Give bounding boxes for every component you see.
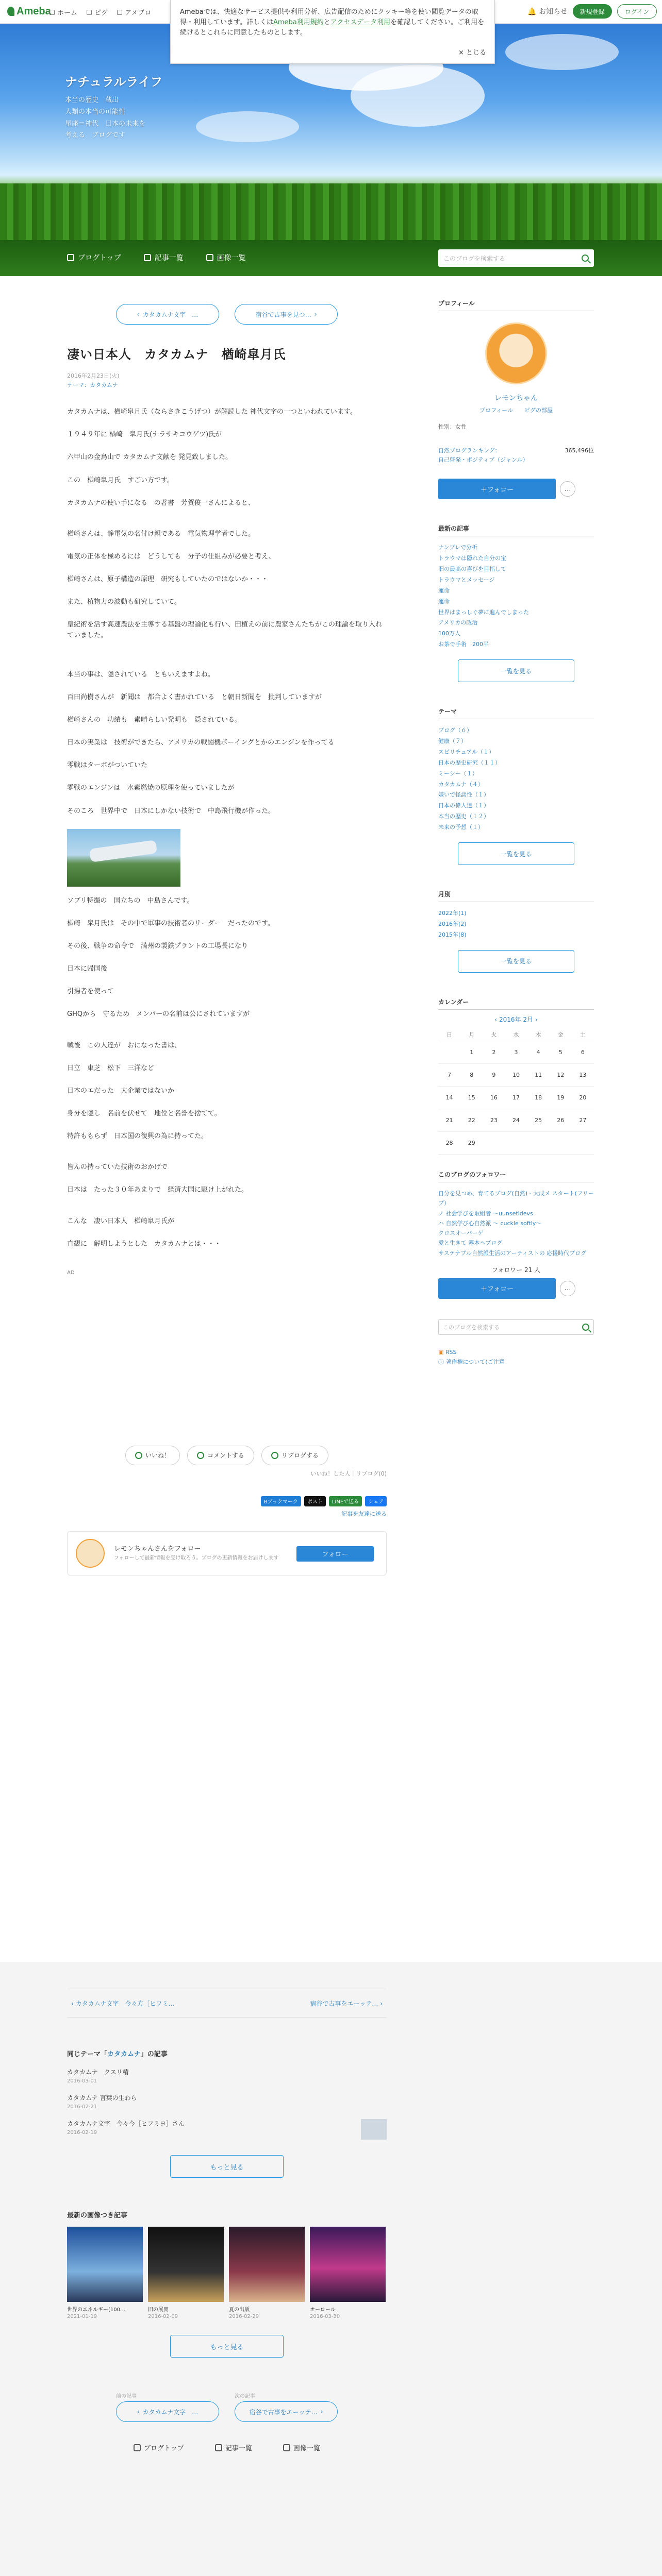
card-title: 旧の展開 bbox=[148, 2307, 169, 2313]
prev-entry-link[interactable]: ‹ カタカムナ文字 今々方［ヒフミ… bbox=[71, 1999, 175, 2007]
paragraph: １９４９年に 楢崎 皐月氏(ナラサキコウゲツ)氏が bbox=[67, 431, 222, 439]
cal-cell bbox=[483, 1132, 505, 1155]
green-field bbox=[0, 183, 662, 240]
nav-ameblo-label: アメブロ bbox=[125, 9, 152, 17]
like-label: いいね！ bbox=[145, 1452, 171, 1460]
theme-item[interactable]: 本当の歴史（１２） bbox=[438, 813, 489, 820]
month-more-button[interactable]: 一覧を見る bbox=[458, 950, 574, 973]
rank-genre[interactable]: 自己啓発・ポジティブ（ジャンル） bbox=[438, 456, 528, 463]
notice-text-1: Amebaでは、快適なサービス提供や利用分析、広告配信のためにクッキー等を使い閲覧データの取得・利用しています。詳しくは bbox=[180, 8, 478, 27]
notice-text-2: と bbox=[323, 19, 330, 27]
cal-cell: 16 bbox=[483, 1087, 505, 1109]
recent-list bbox=[438, 543, 594, 650]
like-button[interactable] bbox=[125, 1446, 180, 1465]
blog-nav bbox=[0, 240, 662, 276]
next-entry-label: 宿谷で古事をエーッテ… bbox=[310, 1999, 378, 2007]
cal-cell: 17 bbox=[505, 1087, 527, 1109]
cal-cell: 6 bbox=[572, 1041, 594, 1064]
cal-cell: 25 bbox=[527, 1109, 550, 1132]
blog-search-input[interactable] bbox=[438, 249, 594, 267]
home-icon bbox=[134, 2444, 141, 2451]
article-body bbox=[67, 407, 387, 1249]
theme-item[interactable]: 日本の偉人達（１） bbox=[438, 802, 489, 809]
recent-image-card[interactable] bbox=[67, 2227, 143, 2319]
next-article-button-bottom[interactable]: 宿谷で古事をエーッテ… › bbox=[235, 2401, 338, 2422]
cal-cell: 金 bbox=[550, 1029, 572, 1041]
search-icon[interactable] bbox=[582, 1324, 589, 1331]
hatena-bookmark-button[interactable]: Bブックマーク bbox=[261, 1496, 301, 1506]
article-pager bbox=[67, 304, 387, 325]
send-to-friend-link[interactable]: 記事を友達に送る bbox=[341, 1510, 387, 1517]
cal-cell: 12 bbox=[550, 1064, 572, 1087]
theme-item[interactable]: 未来の予想（１） bbox=[438, 824, 484, 831]
follower-item[interactable]: 自分を見つめ、育てるブログ(自然) - 大成メ スタート(フリーブ） bbox=[438, 1190, 594, 1207]
cal-cell: 8 bbox=[460, 1064, 483, 1087]
home-icon bbox=[49, 10, 55, 15]
nav-blog-top[interactable] bbox=[67, 252, 121, 263]
share-buttons bbox=[67, 1496, 387, 1506]
paragraph: 皇紀術を活す高速農法を主導する基盤の理論化も行い、田植えの前に農家さんたちがこの理論を取り入れていました。 bbox=[67, 621, 383, 639]
follow-box bbox=[67, 1531, 387, 1575]
thumbnail bbox=[361, 2119, 387, 2140]
themes-section bbox=[438, 707, 594, 865]
nav-ameblo[interactable] bbox=[117, 7, 151, 17]
profile-heading: プロフィール bbox=[438, 299, 594, 311]
theme-item[interactable]: 嫌いで怪談性（１） bbox=[438, 791, 489, 799]
followers-heading: このブログのフォロワー bbox=[438, 1170, 594, 1182]
notification-label: お知らせ bbox=[538, 8, 568, 16]
cal-cell: 24 bbox=[505, 1109, 527, 1132]
copyright-label: 著作権について(ご注意 bbox=[445, 1359, 505, 1366]
cal-cell bbox=[550, 1132, 572, 1155]
same-theme-item[interactable] bbox=[67, 2119, 387, 2140]
sidebar-follow-row bbox=[438, 479, 594, 499]
recent-entry[interactable]: 運命 bbox=[438, 587, 450, 594]
follower-item[interactable]: クロスオーバーゲ bbox=[438, 1230, 484, 1237]
cal-cell: 20 bbox=[572, 1087, 594, 1109]
recent-entry[interactable]: 100万人 bbox=[438, 630, 460, 637]
cal-cell: 10 bbox=[505, 1064, 527, 1087]
rank-label: 自然ブログランキング： bbox=[438, 447, 501, 454]
rss-link[interactable] bbox=[438, 1347, 594, 1357]
same-theme-title: カタカムナ文字 今々今［ヒフミヨ］さん bbox=[67, 2120, 185, 2127]
nav-entry-list[interactable] bbox=[144, 252, 184, 263]
bottom-nav-entries[interactable] bbox=[215, 2443, 252, 2452]
cal-cell: 15 bbox=[460, 1087, 483, 1109]
paragraph: 日本は たった３０年あまりで 経済大国に駆け上がれた。 bbox=[67, 1186, 249, 1194]
paragraph: 引揚者を使って bbox=[67, 988, 114, 996]
same-theme-item[interactable] bbox=[67, 2067, 387, 2084]
line-share-button[interactable]: LINEで送る bbox=[329, 1496, 362, 1506]
notice-text-3: を確認してください。ご利用を続けるとこれらに同意したものとします。 bbox=[180, 19, 485, 37]
recent-image-card[interactable] bbox=[148, 2227, 224, 2319]
x-post-button[interactable]: ポスト bbox=[304, 1496, 326, 1506]
logo-text: Ameba bbox=[16, 6, 51, 17]
cal-cell: 19 bbox=[550, 1087, 572, 1109]
recent-entries-section bbox=[438, 524, 594, 682]
follow-box-name: レモンちゃんさんをフォロー bbox=[114, 1545, 201, 1553]
follower-item[interactable]: 愛と生きて 霧本ヘブログ bbox=[438, 1240, 503, 1247]
same-theme-date: 2016-02-21 bbox=[67, 2104, 97, 2110]
paragraph: 日本の実業は 技術ができたら、アメリカの戦闘機ボーイングとかのエンジンを作ってる bbox=[67, 739, 335, 747]
recent-image-card[interactable] bbox=[310, 2227, 386, 2319]
followers-section bbox=[438, 1170, 594, 1299]
card-title: 夏の出版 bbox=[229, 2307, 250, 2313]
more-options-button-2[interactable]: … bbox=[560, 1281, 575, 1296]
thumbnail bbox=[148, 2227, 224, 2302]
nav-blog-top-label: ブログトップ bbox=[78, 254, 121, 262]
follow-box-sub: フォローして最新情報を受け取ろう。ブログの更新情報をお届けします bbox=[114, 1555, 279, 1561]
prev-article-button[interactable]: ‹ カタカムナ文字 … bbox=[116, 304, 219, 325]
same-theme-suffix: 」の記事 bbox=[140, 2050, 168, 2058]
nav-home-label: ホーム bbox=[57, 9, 78, 17]
paragraph: 身分を隠し 名前を伏せて 地位と名誉を捨てて。 bbox=[67, 1109, 221, 1117]
cal-cell: 21 bbox=[438, 1109, 460, 1132]
search-placeholder: このブログを検索する bbox=[443, 255, 506, 262]
cal-cell: 26 bbox=[550, 1109, 572, 1132]
rss-icon: ▣ bbox=[438, 1348, 444, 1355]
calendar-row bbox=[438, 1041, 594, 1064]
reblog-button[interactable] bbox=[261, 1446, 328, 1465]
reblog-info[interactable]: いいね！した人｜リブログ(0) bbox=[310, 1470, 387, 1477]
blog-title[interactable]: ナチュラルライフ bbox=[65, 75, 163, 89]
paragraph: こんな 凄い日本人 楢崎皐月氏が bbox=[67, 1217, 175, 1225]
follower-item[interactable]: サステナブル自然派生活のアーティストの 応援時代ブログ bbox=[438, 1249, 587, 1257]
cal-cell bbox=[572, 1132, 594, 1155]
article-title[interactable]: 凄い日本人 カタカムナ 楢崎皐月氏 bbox=[67, 348, 286, 362]
sidebar-links bbox=[438, 1347, 594, 1367]
month-list bbox=[438, 908, 594, 941]
cal-cell bbox=[505, 1132, 527, 1155]
cal-cell: 1 bbox=[460, 1041, 483, 1064]
paragraph: 直観に 解明しようとした カタカムナとは・・・ bbox=[67, 1240, 221, 1248]
thumbnail bbox=[67, 2227, 143, 2302]
paragraph: ソブリ特撮の 国立ちの 中島さんです。 bbox=[67, 896, 194, 905]
ameba-logo[interactable] bbox=[7, 6, 51, 18]
recent-entry[interactable]: お茶で手術 200平 bbox=[438, 641, 489, 648]
recent-entry[interactable]: 運命 bbox=[438, 598, 450, 605]
entry-pager bbox=[67, 1989, 387, 2018]
next-article-label: 宿谷で古事を見つ… bbox=[255, 311, 311, 318]
paragraph: そのころ 世界中で 日本にしかない技術で 中島飛行機が作った。 bbox=[67, 807, 275, 815]
recent-entry[interactable]: 世界はまっしぐ夢に進んでしまった bbox=[438, 608, 529, 616]
prev-label: 前の記事 bbox=[116, 2394, 137, 2399]
calendar-row bbox=[438, 1064, 594, 1087]
cal-cell: 7 bbox=[438, 1064, 460, 1087]
pigg-icon bbox=[87, 10, 92, 15]
prev-article-label: カタカムナ文字 … bbox=[142, 311, 198, 318]
profile-sex: 性別：女性 bbox=[438, 423, 467, 430]
calendar-row bbox=[438, 1029, 594, 1041]
calendar-row bbox=[438, 1109, 594, 1132]
article-date: 2016年2月23日(火) bbox=[67, 372, 120, 379]
terms-link[interactable]: Ameba利用規約 bbox=[273, 19, 324, 27]
paragraph: 楢崎さんは、原子構造の原理 研究もしていたのではないか・・・ bbox=[67, 575, 269, 584]
same-theme-title: カタカムナ クスリ精 bbox=[67, 2069, 129, 2076]
paragraph: 楢崎 皐月氏は その中で軍事の技術者のリーダー だったのです。 bbox=[67, 919, 274, 927]
card-date: 2016-03-30 bbox=[310, 2314, 340, 2319]
comment-icon bbox=[197, 1452, 204, 1459]
bottom-nav-images-label: 画像一覧 bbox=[293, 2445, 320, 2452]
info-icon: ⓘ bbox=[438, 1359, 444, 1366]
calendar-table bbox=[438, 1029, 594, 1155]
month-item[interactable]: 2022年(1) bbox=[438, 910, 467, 917]
image-icon bbox=[206, 254, 213, 261]
next-entry-link[interactable]: 宿谷で古事をエーッテ… › bbox=[310, 1999, 383, 2007]
cal-cell bbox=[527, 1132, 550, 1155]
rank-row[interactable] bbox=[438, 446, 594, 455]
cal-cell: 27 bbox=[572, 1109, 594, 1132]
paragraph: カタカムナの使い手になる の著書 芳賀俊一さんによると、 bbox=[67, 499, 255, 507]
theme-more-button[interactable]: 一覧を見る bbox=[458, 842, 574, 865]
bottom-nav-top-label: ブログトップ bbox=[144, 2445, 184, 2452]
blog-icon bbox=[117, 10, 122, 15]
sidebar bbox=[438, 299, 594, 1367]
thumbnail bbox=[310, 2227, 386, 2302]
cal-cell: 5 bbox=[550, 1041, 572, 1064]
article-theme[interactable]: テーマ：カタカムナ bbox=[67, 381, 118, 388]
register-button[interactable]: 新規登録 bbox=[573, 4, 612, 19]
lower-main bbox=[67, 1989, 387, 2452]
bottom-blog-nav bbox=[67, 2443, 387, 2452]
notice-close-button[interactable]: × とじる bbox=[458, 48, 486, 57]
theme-item[interactable]: 日本の歴史研究（１１） bbox=[438, 759, 501, 766]
prev-article-label-bottom: カタカムナ文字 … bbox=[142, 2408, 198, 2416]
nav-entry-list-label: 記事一覧 bbox=[154, 254, 184, 262]
card-date: 2016-02-09 bbox=[148, 2314, 178, 2319]
login-button[interactable]: ログイン bbox=[617, 4, 657, 19]
calendar-section bbox=[438, 997, 594, 1155]
comment-label: コメントする bbox=[207, 1452, 244, 1460]
cal-cell bbox=[438, 1041, 460, 1064]
recent-images-heading: 最新の画像つき記事 bbox=[67, 2212, 128, 2219]
more-options-button[interactable]: … bbox=[560, 481, 575, 497]
sidebar-follow-button[interactable]: ＋フォロー bbox=[438, 479, 556, 499]
same-theme-date: 2016-03-01 bbox=[67, 2078, 97, 2084]
same-theme-name[interactable]: カタカムナ bbox=[107, 2050, 141, 2058]
paragraph: 特許ももらず 日本国の復興の為に持ってた。 bbox=[67, 1132, 208, 1141]
cal-cell: 木 bbox=[527, 1029, 550, 1041]
comment-button[interactable] bbox=[187, 1446, 254, 1465]
card-title: オーロール bbox=[310, 2307, 336, 2313]
cal-cell: 18 bbox=[527, 1087, 550, 1109]
nav-image-list[interactable] bbox=[206, 252, 246, 263]
calendar-row bbox=[438, 1087, 594, 1109]
sidebar-search-placeholder: このブログを検索する bbox=[443, 1324, 500, 1331]
followers-list bbox=[438, 1189, 594, 1258]
next-article-button[interactable]: 宿谷で古事を見つ… › bbox=[235, 304, 338, 325]
access-data-link[interactable]: アクセスデータ利用 bbox=[330, 19, 391, 27]
theme-item[interactable]: 健康（７） bbox=[438, 737, 467, 744]
profile-links[interactable]: プロフィール ピグの部屋 bbox=[479, 407, 553, 414]
same-theme-more-button[interactable]: もっと見る bbox=[170, 2155, 284, 2178]
follower-item[interactable]: ノ 社会学びを取組者 ～uunsetidevs bbox=[438, 1210, 533, 1217]
sidebar-search-input[interactable] bbox=[438, 1319, 594, 1335]
paragraph: 百田尚樹さんが 新聞は 都合よく書かれている と朝日新聞を 批判していますが bbox=[67, 693, 322, 701]
cookie-notice bbox=[170, 0, 495, 64]
nav-pigg[interactable] bbox=[87, 7, 108, 17]
cal-cell: 4 bbox=[527, 1041, 550, 1064]
notification-link[interactable]: 🔔 お知らせ bbox=[527, 8, 568, 16]
global-nav bbox=[49, 7, 151, 17]
home-icon bbox=[67, 254, 74, 261]
cal-cell: 2 bbox=[483, 1041, 505, 1064]
cal-cell: 水 bbox=[505, 1029, 527, 1041]
thumbnail bbox=[229, 2227, 305, 2302]
calendar-row bbox=[438, 1132, 594, 1155]
article-meta bbox=[67, 371, 387, 389]
same-theme-item[interactable] bbox=[67, 2093, 387, 2110]
paragraph: 戦後 この人達が おになった書は、 bbox=[67, 1041, 181, 1049]
recent-images bbox=[67, 2227, 387, 2319]
paragraph: 皆んの持っていた技術のおかげで bbox=[67, 1163, 168, 1172]
recent-image-card[interactable] bbox=[229, 2227, 305, 2319]
follow-button[interactable]: フォロー bbox=[296, 1546, 374, 1562]
nav-pigg-label: ピグ bbox=[94, 9, 108, 17]
paragraph: この 楢崎皐月氏 すごい方です。 bbox=[67, 476, 174, 484]
avatar[interactable] bbox=[76, 1539, 105, 1568]
rss-label: RSS bbox=[445, 1348, 457, 1355]
next-label: 次の記事 bbox=[235, 2394, 255, 2399]
paragraph: 本当の事は、隠されている ともいえますよね。 bbox=[67, 670, 215, 679]
article-actions bbox=[67, 1446, 387, 1465]
paragraph: 楢崎さんの 功績も 素晴らしい発明も 隠されている。 bbox=[67, 716, 242, 724]
main-column bbox=[67, 276, 387, 1575]
monthly-section bbox=[438, 890, 594, 973]
recent-entry[interactable]: トラウマは隠れた自分の宝 bbox=[438, 555, 506, 562]
paragraph: 六甲山の金鳥山で カタカムナ文献を 発見致しました。 bbox=[67, 453, 233, 462]
same-theme-heading bbox=[67, 2048, 387, 2058]
paragraph: 電気の正体を極めるには どうしても 分子の仕組みが必要と考え、 bbox=[67, 553, 275, 561]
profile-name[interactable]: レモンちゃん bbox=[494, 394, 538, 402]
cal-cell: 3 bbox=[505, 1041, 527, 1064]
recent-heading: 最新の記事 bbox=[438, 524, 594, 536]
same-theme-date: 2016-02-19 bbox=[67, 2130, 97, 2136]
sidebar-follow-button-2[interactable]: ＋フォロー bbox=[438, 1278, 556, 1299]
bottom-nav-top[interactable] bbox=[134, 2443, 184, 2452]
next-article-label-bottom: 宿谷で古事をエーッテ… bbox=[249, 2408, 318, 2416]
bottom-nav-entries-label: 記事一覧 bbox=[225, 2445, 252, 2452]
recent-entry[interactable]: 旧の最高の喜びを目指して bbox=[438, 565, 506, 572]
copyright-link[interactable] bbox=[438, 1357, 594, 1367]
ad-label: AD bbox=[67, 1269, 75, 1276]
card-date: 2021-01-19 bbox=[67, 2314, 97, 2319]
paragraph: カタカムナは、楢崎皐月氏（ならさきこうげつ）が解読した 神代文字の一つといわれています。 bbox=[67, 408, 357, 416]
paragraph: 零戦のエンジンは 水素燃焼の原理を使っていましたが bbox=[67, 784, 235, 792]
facebook-share-button[interactable]: シェア bbox=[365, 1496, 387, 1506]
cloud-shape bbox=[505, 34, 619, 70]
month-item[interactable]: 2016年(2) bbox=[438, 920, 467, 927]
article-photo[interactable] bbox=[67, 829, 180, 887]
theme-item[interactable]: スピリチュアル（１） bbox=[438, 748, 495, 755]
search-icon[interactable] bbox=[582, 255, 589, 262]
cloud-shape bbox=[196, 111, 299, 142]
cal-cell: 23 bbox=[483, 1109, 505, 1132]
paragraph: 日本に帰国後 bbox=[67, 965, 108, 973]
paragraph: その後、戦争の命令で 満州の製鉄プラントの工場長になり bbox=[67, 942, 249, 950]
prev-entry-label: カタカムナ文字 今々方［ヒフミ… bbox=[75, 1999, 175, 2007]
calendar-title: 2016年 2月 bbox=[499, 1015, 533, 1023]
theme-list bbox=[438, 725, 594, 833]
like-icon bbox=[135, 1452, 142, 1459]
list-icon bbox=[215, 2444, 222, 2451]
follower-count: フォロワー 21 人 bbox=[491, 1266, 541, 1274]
blog-ranking bbox=[438, 446, 594, 464]
cal-cell: 9 bbox=[483, 1064, 505, 1087]
recent-entry[interactable]: ナンプレで分析 bbox=[438, 544, 478, 551]
theme-heading: テーマ bbox=[438, 707, 594, 719]
recent-images-more-button[interactable]: もっと見る bbox=[170, 2335, 284, 2358]
paragraph: 日立 東芝 松下 三洋など bbox=[67, 1064, 155, 1072]
cal-cell: 月 bbox=[460, 1029, 483, 1041]
ameba-leaf-icon bbox=[7, 7, 14, 16]
cal-cell: 土 bbox=[572, 1029, 594, 1041]
cal-cell: 日 bbox=[438, 1029, 460, 1041]
reblog-label: リブログする bbox=[281, 1452, 319, 1460]
follower-item[interactable]: ハ 自然学び心自然派 ～ cuckle softly～ bbox=[438, 1219, 542, 1227]
month-heading: 月別 bbox=[438, 890, 594, 902]
bottom-nav-images[interactable] bbox=[283, 2443, 320, 2452]
paragraph: 楢崎さんは、静電気の名付け親である 電気物理学者でした。 bbox=[67, 530, 255, 538]
recent-entry[interactable]: アメリカの政治 bbox=[438, 619, 478, 626]
same-theme-prefix: 同じテーマ「 bbox=[67, 2050, 108, 2058]
paragraph: 零戦はターボがついていた bbox=[67, 761, 148, 770]
paragraph: 日本のエだった 大企業ではないか bbox=[67, 1087, 175, 1095]
paragraph: また、植物力の波動も研究していて。 bbox=[67, 598, 181, 606]
blog-description: 本当の歴史 蔵出 人類の本当の可能性 星座＝神代 日本の未来を 考える ブログです bbox=[65, 96, 146, 140]
list-icon bbox=[144, 254, 151, 261]
cal-cell: 14 bbox=[438, 1087, 460, 1109]
theme-item[interactable]: カタカムナ（４） bbox=[438, 781, 484, 788]
calendar-heading: カレンダー bbox=[438, 997, 594, 1010]
prev-block bbox=[116, 2392, 219, 2422]
bottom-pager bbox=[67, 2392, 387, 2422]
same-theme-title: カタカムナ 言葉の生わら bbox=[67, 2094, 137, 2102]
theme-item[interactable]: ブログ（６） bbox=[438, 727, 472, 734]
card-date: 2016-02-29 bbox=[229, 2314, 259, 2319]
image-icon bbox=[283, 2444, 290, 2451]
nav-home[interactable] bbox=[49, 7, 77, 17]
reblog-icon bbox=[271, 1452, 278, 1459]
cloud-shape bbox=[351, 65, 485, 127]
recent-entry[interactable]: トラウマとメッセージ bbox=[438, 576, 495, 583]
prev-article-button-bottom[interactable]: ‹ カタカムナ文字 … bbox=[116, 2401, 219, 2422]
month-item[interactable]: 2015年(8) bbox=[438, 931, 467, 938]
profile-avatar[interactable] bbox=[485, 323, 547, 384]
cal-cell: 29 bbox=[460, 1132, 483, 1155]
recent-more-button[interactable]: 一覧を見る bbox=[458, 659, 574, 682]
cal-cell: 火 bbox=[483, 1029, 505, 1041]
cal-cell: 28 bbox=[438, 1132, 460, 1155]
paragraph: GHQから 守るため メンバーの名前は公にされていますが bbox=[67, 1010, 250, 1019]
nav-image-list-label: 画像一覧 bbox=[217, 254, 246, 262]
cal-cell: 13 bbox=[572, 1064, 594, 1087]
theme-item[interactable]: ミーシー（１） bbox=[438, 770, 478, 777]
rank-number: 365,496位 bbox=[565, 447, 594, 454]
cal-cell: 11 bbox=[527, 1064, 550, 1087]
next-block bbox=[235, 2392, 338, 2422]
cal-cell: 22 bbox=[460, 1109, 483, 1132]
card-title: 世界のエネルギー(100… bbox=[67, 2307, 125, 2313]
header-actions bbox=[527, 4, 657, 19]
sidebar-follow-row-2 bbox=[438, 1278, 594, 1299]
calendar-month: ‹ 2016年 2月 › bbox=[494, 1015, 538, 1023]
